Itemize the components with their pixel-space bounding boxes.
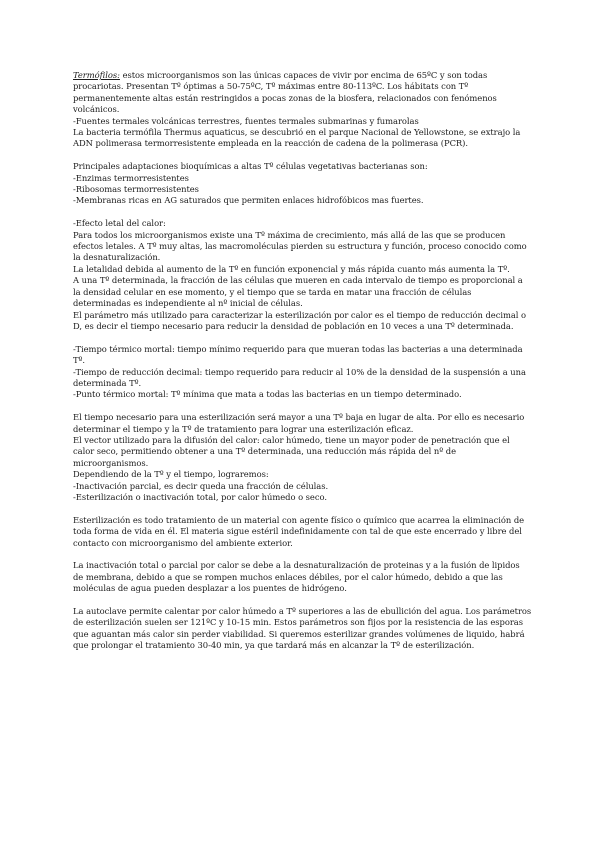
list-item: -Inactivación parcial, es decir queda una fracción de células. [73, 480, 329, 491]
paragraph-line: contacto con microorganismo del ambiente exterior. [73, 537, 293, 548]
paragraph-line: microorganismos. [73, 457, 149, 468]
list-item: determinada Tº. [73, 377, 142, 388]
paragraph-line: calor seco, permitiendo obtener a una Tº determinada, una reducción más rápida del nº de [73, 446, 456, 457]
list-item: -Tiempo térmico mortal: tiempo mínimo requerido para que mueran todas las bacterias a una determinada [73, 343, 523, 354]
section-title-termofilos: Termófilos: [73, 70, 120, 80]
section-heading: -Efecto letal del calor: [73, 218, 166, 229]
sterilization-time-section [73, 412, 528, 503]
paragraph-line: la densidad celular en ese momento, y el tiempo que se tarda en matar una fracción de células [73, 286, 472, 297]
paragraph-line: -Fuentes termales volcánicas terrestres, fuentes termales submarinas y fumarolas [73, 115, 419, 126]
intro-first-line [73, 70, 528, 81]
paragraph-line: ADN polimerasa termorresistente empleada en la reacción de cadena de la polimerasa (PCR). [73, 138, 469, 149]
inactivation-section [73, 560, 528, 594]
definitions-section [73, 344, 528, 401]
paragraph-line: La autoclave permite calentar por calor húmedo a Tº superiores a las de ebullición del agua. Los parámetros [73, 605, 532, 616]
paragraph-line: de membrana, debido a que se rompen muchos enlaces débiles, por el calor húmedo, debido a que las [73, 571, 503, 582]
paragraph-line: que aguantan más calor sin perder viabilidad. Si queremos esterilizar grandes volúmenes de liquido, habrá [73, 628, 525, 639]
paragraph-line: El vector utilizado para la difusión del calor: calor húmedo, tiene un mayor poder de penetración que el [73, 434, 510, 445]
paragraph-line: estos microorganismos son las únicas capaces de vivir por encima de 65ºC y son todas [122, 70, 488, 80]
paragraph-line: A una Tº determinada, la fracción de las células que mueren en cada intervalo de tiempo es proporcional a [73, 275, 523, 286]
paragraph-line: La letalidad debida al aumento de la Tº en función exponencial y más rápida cuanto más aumenta la Tº. [73, 263, 510, 274]
paragraph-line: volcánicos. [73, 104, 120, 115]
paragraph-line: procariotas. Presentan Tº óptimas a 50-75ºC, Tº máximas entre 80-113ºC. Los hábitats con Tº [73, 81, 469, 92]
paragraph-line: La bacteria termófila Thermus aquaticus, se descubrió en el parque Nacional de Yellowstone, se extrajo la [73, 127, 521, 138]
list-item: -Punto térmico mortal: Tº mínima que mata a todas las bacterias en un tiempo determinado. [73, 389, 462, 400]
list-item: -Enzimas termorresistentes [73, 172, 189, 183]
paragraph-line: determinadas es independiente al nº inicial de células. [73, 298, 303, 309]
lethal-effect-section [73, 218, 528, 332]
paragraph-line: Dependiendo de la Tº y el tiempo, lograremos: [73, 469, 269, 480]
paragraph-line: Esterilización es todo tratamiento de un material con agente físico o químico que acarrea la eliminación de [73, 514, 525, 525]
paragraph-line: El tiempo necesario para una esterilización será mayor a una Tº baja en lugar de alta. Por ello es necesario [73, 412, 525, 423]
paragraph-line: permanentemente altas están restringidos a pocas zonas de la biosfera, relacionados con fenómenos [73, 92, 497, 103]
paragraph-line: toda forma de vida en él. El materia sigue estéril indefinidamente con tal de que este encerrado y libre del [73, 526, 522, 537]
paragraph-line: D, es decir el tiempo necesario para reducir la densidad de población en 10 veces a una Tº determinada. [73, 320, 514, 331]
paragraph-line: la desnaturalización. [73, 252, 161, 263]
intro-section [73, 70, 528, 150]
paragraph-line: de esterilización suelen ser 121ºC y 10-15 min. Estos parámetros son fijos por la resistencia de las esporas [73, 617, 523, 628]
list-item: Tº. [73, 355, 86, 366]
list-item: -Tiempo de reducción decimal: tiempo requerido para reducir al 10% de la densidad de la suspensión a una [73, 366, 526, 377]
paragraph-line: efectos letales. A Tº muy altas, las macromoléculas pierden su estructura y función, proceso conocido como [73, 241, 527, 252]
adaptations-section [73, 161, 528, 207]
paragraph-line: que prolongar el tratamiento 30-40 min, ya que tardará más en alcanzar la Tº de esterilización. [73, 640, 475, 651]
paragraph-line: moléculas de agua pueden desplazar a los puentes de hidrógeno. [73, 583, 347, 594]
paragraph-line: Principales adaptaciones bioquímicas a altas Tº células vegetativas bacterianas son: [73, 161, 428, 172]
paragraph-line: La inactivación total o parcial por calor se debe a la desnaturalización de proteinas y a la fusión de lipidos [73, 560, 520, 571]
paragraph-line: Para todos los microorganismos existe una Tº máxima de crecimiento, más allá de las que se producen [73, 229, 506, 240]
sterilization-definition-section [73, 515, 528, 549]
list-item: -Ribosomas termorresistentes [73, 184, 199, 195]
list-item: -Membranas ricas en AG saturados que permiten enlaces hidrofóbicos mas fuertes. [73, 195, 424, 206]
autoclave-section [73, 605, 532, 652]
paragraph-line: El parámetro más utilizado para caracterizar la esterilización por calor es el tiempo de reducción decimal o [73, 309, 527, 320]
list-item: -Esterilización o inactivación total, por calor húmedo o seco. [73, 491, 327, 502]
paragraph-line: determinar el tiempo y la Tº de tratamiento para lograr una esterilización eficaz. [73, 423, 414, 434]
